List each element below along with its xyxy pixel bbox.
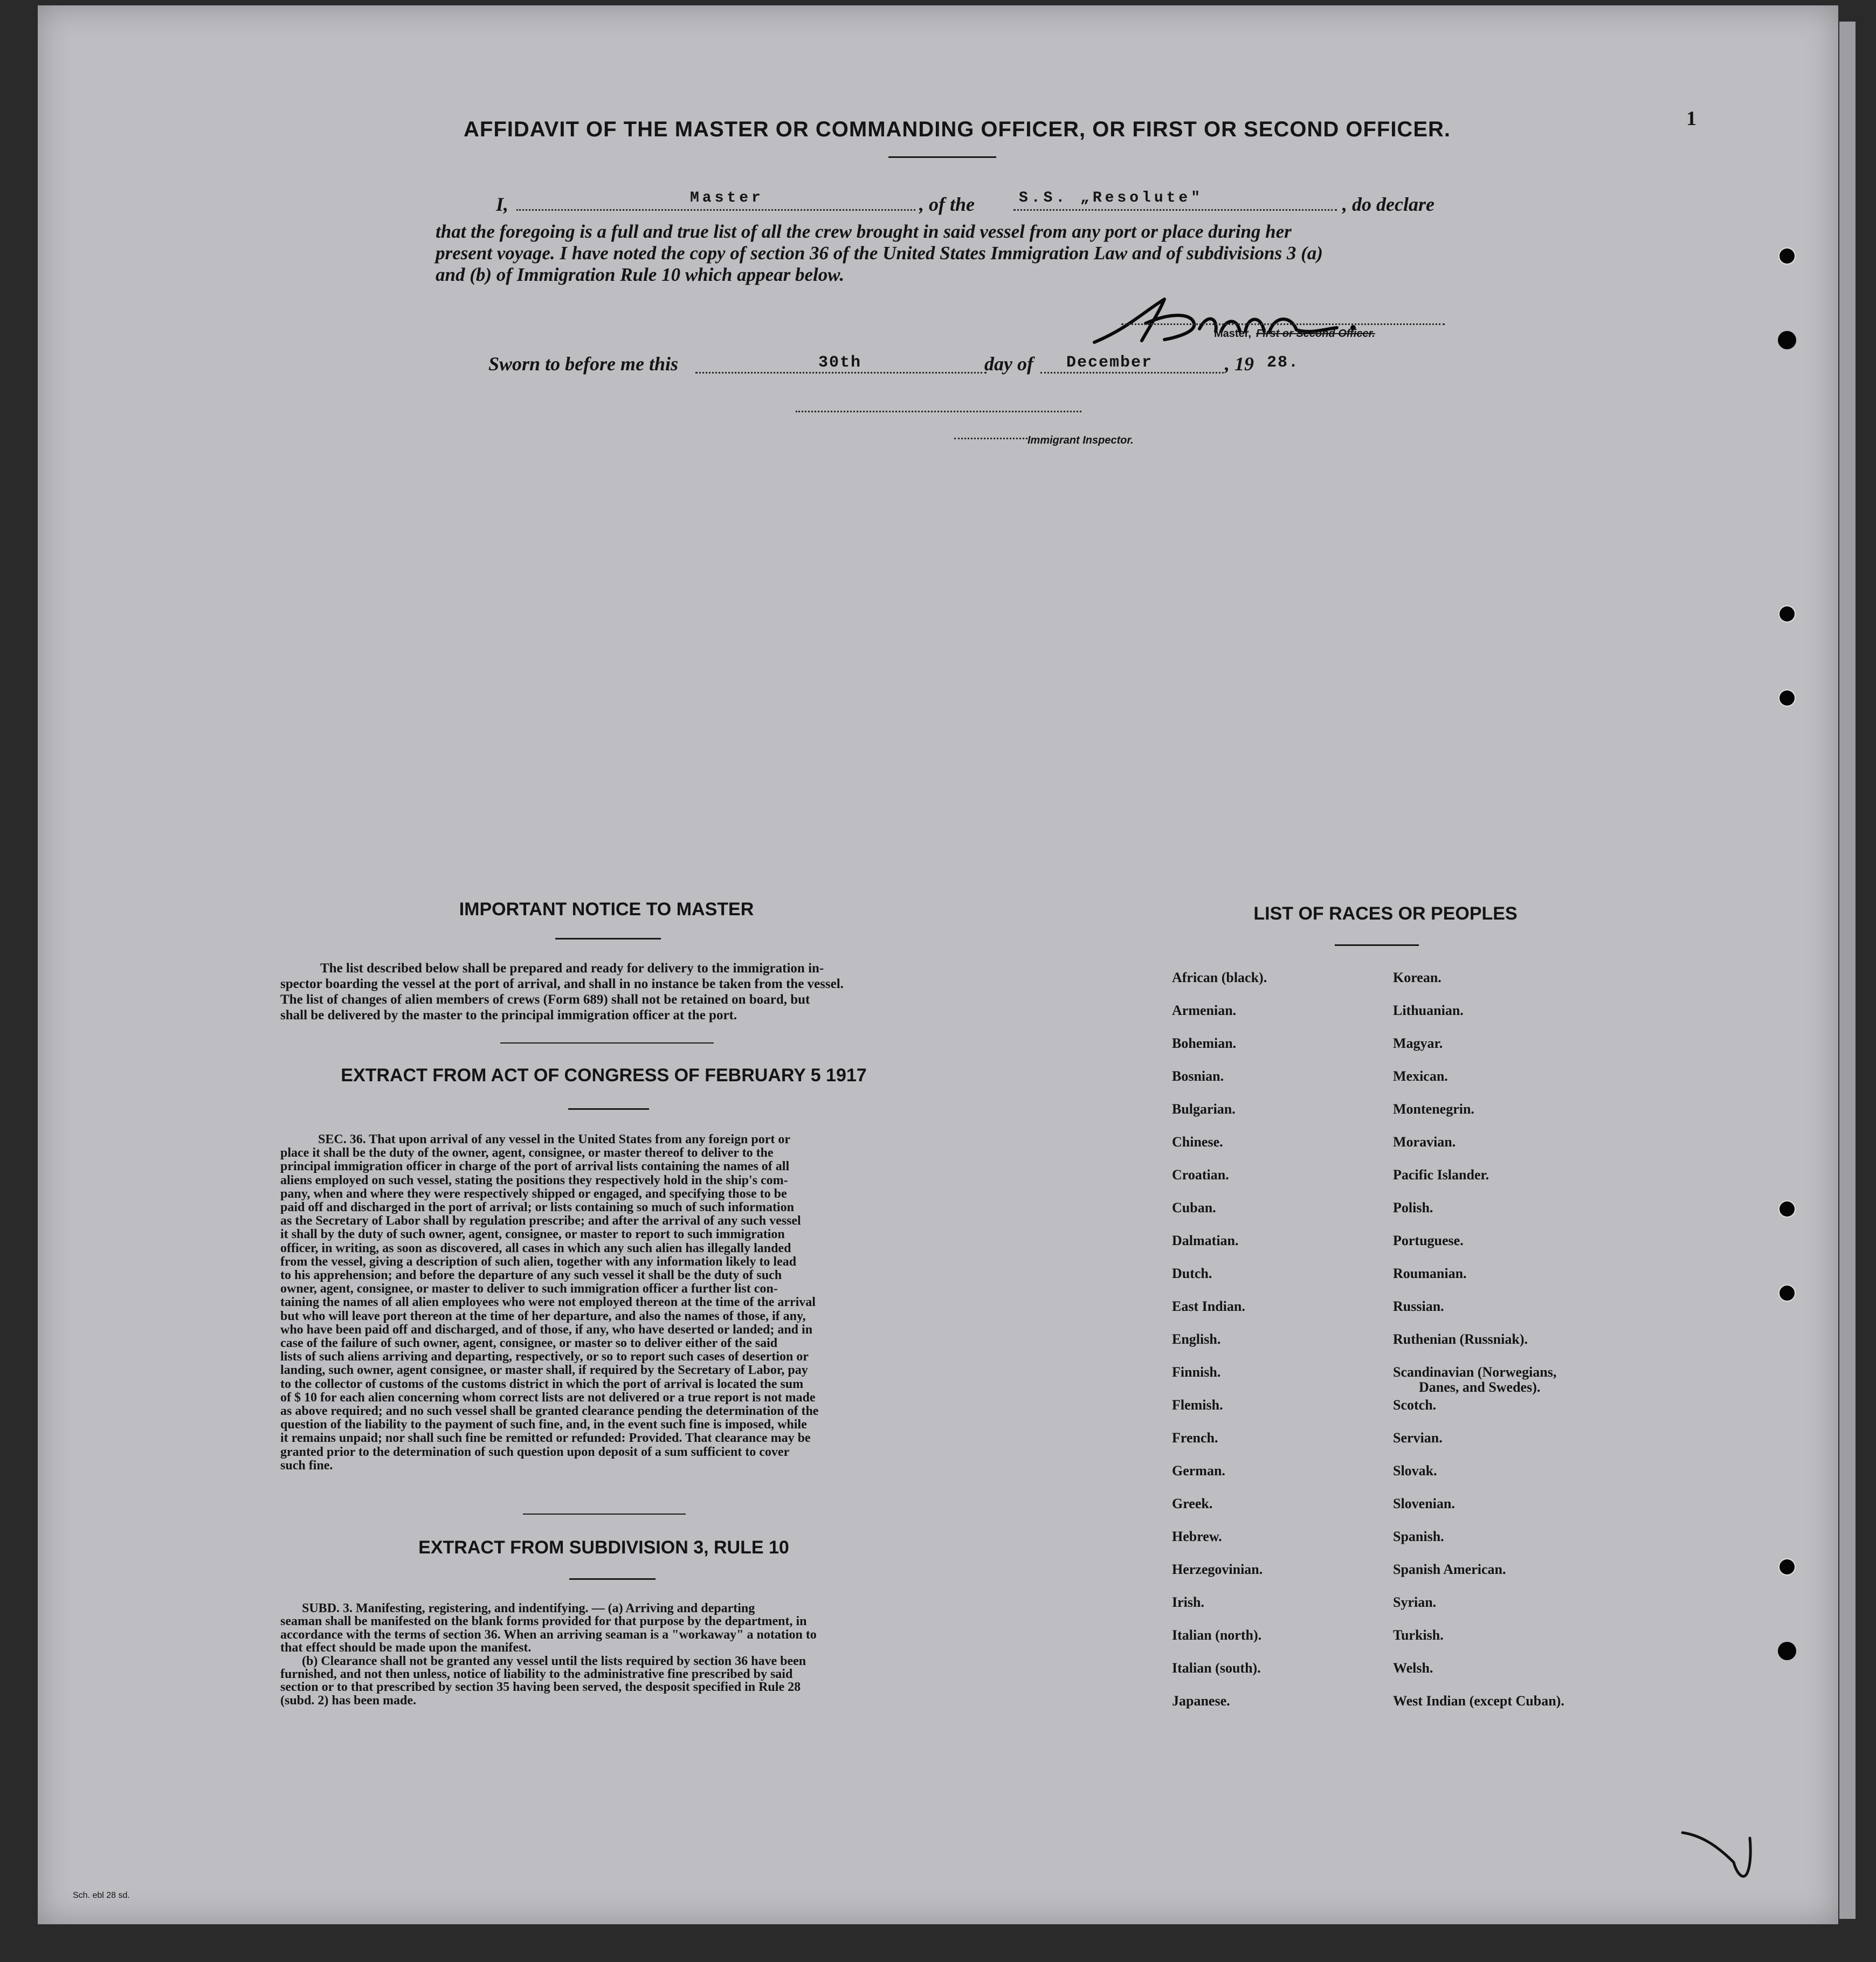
act-line: of $ 10 for each alien concerning whom correct lists are not delivered or a true report is not made bbox=[280, 1390, 816, 1405]
act-line: it shall by the duty of such owner, agent, consignee, or master to report to such immigration bbox=[280, 1227, 785, 1242]
form-code: Sch. ebl 28 sd. bbox=[73, 1891, 130, 1900]
day-fill-line bbox=[695, 372, 987, 374]
race-item: Korean. bbox=[1393, 970, 1442, 985]
act-title-underline bbox=[568, 1108, 649, 1110]
race-item: English. bbox=[1172, 1331, 1221, 1347]
act-line: to his apprehension; and before the departure of any such vessel it shall be the duty of such bbox=[280, 1268, 782, 1283]
of-the-label: , of the bbox=[919, 194, 975, 215]
race-item: Scandinavian (Norwegians, Danes, and Swedes). bbox=[1393, 1364, 1557, 1395]
master-signature bbox=[1084, 291, 1396, 350]
month-value: December bbox=[1066, 354, 1153, 372]
race-item: East Indian. bbox=[1172, 1298, 1245, 1314]
notice-title: IMPORTANT NOTICE TO MASTER bbox=[459, 899, 754, 920]
race-item: Roumanian. bbox=[1393, 1266, 1467, 1281]
signature-line bbox=[1121, 323, 1445, 325]
act-line: to the collector of customs of the customs district in which the port of arrival is located the sum bbox=[280, 1377, 804, 1391]
act-line: case of the failure of such owner, agent, consignee, or master so to deliver either of the said bbox=[280, 1336, 778, 1351]
act-line: taining the names of all alien employees who were not employed thereon at the time of the arrival bbox=[280, 1295, 816, 1310]
binder-hole-icon bbox=[1778, 1200, 1796, 1218]
binder-hole-icon bbox=[1778, 1558, 1796, 1576]
race-item: Slovenian. bbox=[1393, 1496, 1455, 1511]
affidavit-line-2: that the foregoing is a full and true list of all the crew brought in said vessel from any port or place during her bbox=[436, 221, 1292, 242]
race-item: Montenegrin. bbox=[1393, 1101, 1474, 1117]
race-item: Mexican. bbox=[1393, 1068, 1448, 1084]
signature-caption-struck: First or Second Officer. bbox=[1256, 328, 1375, 340]
inspector-label: Immigrant Inspector. bbox=[1027, 434, 1134, 446]
rule-line: accordance with the terms of section 36. When an arriving seaman is a "workaway" a notation to bbox=[280, 1627, 817, 1642]
act-line: from the vessel, giving a description of such alien, together with any information likely to lead bbox=[280, 1254, 797, 1269]
race-item: Polish. bbox=[1393, 1200, 1433, 1215]
page-edge-shadow bbox=[1839, 22, 1856, 1919]
race-item: Bosnian. bbox=[1172, 1068, 1224, 1084]
act-line: as the Secretary of Labor shall by regulation prescribe; and after the arrival of any such vessel bbox=[280, 1214, 801, 1228]
vessel-name-value: S.S. „Resolute" bbox=[1019, 190, 1204, 206]
affidavit-i-label: I, bbox=[496, 194, 509, 215]
binder-hole-icon bbox=[1778, 689, 1796, 707]
master-name-value: Master bbox=[690, 190, 764, 206]
race-item: Bohemian. bbox=[1172, 1035, 1237, 1051]
day-value: 30th bbox=[818, 354, 862, 372]
act-divider bbox=[523, 1514, 686, 1515]
race-item: Flemish. bbox=[1172, 1397, 1223, 1413]
rule-line: that effect should be made upon the manifest. bbox=[280, 1641, 532, 1655]
race-item: Dalmatian. bbox=[1172, 1233, 1239, 1248]
signature-caption-master: Master, bbox=[1214, 328, 1251, 340]
race-item: Turkish. bbox=[1393, 1627, 1444, 1643]
races-right-column bbox=[1393, 970, 1641, 1726]
race-item: Syrian. bbox=[1393, 1594, 1437, 1610]
check-mark-icon bbox=[1680, 1822, 1777, 1887]
race-item: Dutch. bbox=[1172, 1266, 1212, 1281]
act-line: but who will leave port thereon at the time of her departure, and also the names of those, if any, bbox=[280, 1309, 806, 1323]
race-item: Italian (south). bbox=[1172, 1660, 1261, 1676]
race-item: West Indian (except Cuban). bbox=[1393, 1693, 1564, 1709]
act-line: lists of such aliens arriving and departing, respectively, or so to report such cases of desertion or bbox=[280, 1350, 809, 1364]
race-item: Spanish. bbox=[1393, 1529, 1444, 1544]
notice-text bbox=[280, 961, 949, 1023]
race-item: Servian. bbox=[1393, 1430, 1443, 1446]
act-line: who have been paid off and discharged, and of those, if any, who have deserted or landed; and in bbox=[280, 1322, 813, 1337]
race-item: Russian. bbox=[1393, 1298, 1444, 1314]
act-line: principal immigration officer in charge of the port of arrival lists containing the names of all bbox=[280, 1159, 790, 1174]
binder-hole-icon bbox=[1778, 1284, 1796, 1302]
race-item: German. bbox=[1172, 1463, 1225, 1479]
act-line: paid off and discharged in the port of arrival; or lists containing so much of such information bbox=[280, 1200, 794, 1215]
year-prefix: , 19 bbox=[1225, 353, 1254, 375]
name-fill-line bbox=[516, 209, 915, 211]
vessel-fill-line bbox=[1013, 209, 1337, 211]
act-line: it remains unpaid; nor shall such fine be remitted or refunded: Provided. That clearance may be bbox=[280, 1431, 811, 1446]
rule-title-underline bbox=[569, 1578, 656, 1580]
act-line: owner, agent, consignee, or master to deliver to such immigration officer a further list con- bbox=[280, 1282, 778, 1296]
act-line: landing, such owner, agent consignee, or master shall, if required by the Secretary of Labor, pay bbox=[280, 1363, 808, 1378]
rule-extract-text bbox=[280, 1602, 922, 1707]
rule-line: SUBD. 3. Manifesting, registering, and indentifying. — (a) Arriving and departing bbox=[302, 1601, 755, 1615]
race-item: Japanese. bbox=[1172, 1693, 1230, 1709]
race-item: Armenian. bbox=[1172, 1003, 1237, 1018]
rule-extract-title: EXTRACT FROM SUBDIVISION 3, RULE 10 bbox=[418, 1537, 789, 1558]
race-item: Irish. bbox=[1172, 1594, 1204, 1610]
race-item: Greek. bbox=[1172, 1496, 1213, 1511]
rule-line: section or to that prescribed by section 35 having been served, the desposit specified in Rule 28 bbox=[280, 1680, 801, 1695]
race-item: Italian (north). bbox=[1172, 1627, 1262, 1643]
act-line: as above required; and no such vessel shall be granted clearance pending the determination of the bbox=[280, 1404, 819, 1419]
binder-hole-icon bbox=[1778, 331, 1796, 349]
do-declare-label: , do declare bbox=[1342, 194, 1434, 215]
race-item: African (black). bbox=[1172, 970, 1267, 985]
act-extract-title: EXTRACT FROM ACT OF CONGRESS OF FEBRUARY 5 1917 bbox=[341, 1065, 867, 1086]
act-line: question of the liability to the payment of such fine, and, in the event such fine is imposed, while bbox=[280, 1418, 807, 1432]
race-item: French. bbox=[1172, 1430, 1218, 1446]
notice-line: shall be delivered by the master to the principal immigration officer at the port. bbox=[280, 1008, 737, 1023]
notice-line: The list described below shall be prepared and ready for delivery to the immigration in- bbox=[320, 961, 824, 976]
race-item: Herzegovinian. bbox=[1172, 1562, 1263, 1577]
binder-hole-icon bbox=[1778, 605, 1796, 623]
title-underline bbox=[888, 156, 996, 158]
races-title-underline bbox=[1335, 944, 1419, 946]
page-corner-mark: 1 bbox=[1686, 107, 1696, 130]
notice-title-underline bbox=[555, 938, 661, 939]
rule-line: seaman shall be manifested on the blank forms provided for that purpose by the department, in bbox=[280, 1614, 807, 1629]
day-of-label: day of bbox=[984, 353, 1033, 375]
binder-hole-icon bbox=[1778, 247, 1796, 265]
binder-hole-icon bbox=[1778, 1642, 1796, 1660]
act-line: granted prior to the determination of such question upon deposit of a sum sufficient to cover bbox=[280, 1445, 790, 1459]
race-item: Moravian. bbox=[1393, 1134, 1456, 1150]
race-item: Spanish American. bbox=[1393, 1562, 1506, 1577]
race-item: Scotch. bbox=[1393, 1397, 1437, 1413]
race-item: Chinese. bbox=[1172, 1134, 1223, 1150]
race-item: Lithuanian. bbox=[1393, 1003, 1464, 1018]
rule-line: furnished, and not then unless, notice of liability to the administrative fine prescribed by said bbox=[280, 1667, 793, 1682]
act-line: place it shall be the duty of the owner, agent, consignee, or master thereof to deliver to the bbox=[280, 1146, 774, 1160]
act-line: SEC. 36. That upon arrival of any vessel in the United States from any foreign port or bbox=[318, 1132, 791, 1146]
inspector-line-2 bbox=[954, 438, 1027, 439]
race-item: Pacific Islander. bbox=[1393, 1167, 1489, 1183]
race-item: Bulgarian. bbox=[1172, 1101, 1236, 1117]
notice-divider bbox=[500, 1042, 714, 1044]
notice-line: The list of changes of alien members of crews (Form 689) shall not be retained on board, but bbox=[280, 992, 810, 1007]
act-line: pany, when and where they were respectively shipped or engaged, and specifying those to be bbox=[280, 1186, 787, 1201]
affidavit-title: AFFIDAVIT OF THE MASTER OR COMMANDING OFFICER, OR FIRST OR SECOND OFFICER. bbox=[464, 118, 1451, 141]
year-value: 28. bbox=[1267, 354, 1300, 372]
rule-line: (subd. 2) has been made. bbox=[280, 1693, 417, 1708]
race-item: Magyar. bbox=[1393, 1035, 1443, 1051]
race-item: Hebrew. bbox=[1172, 1529, 1222, 1544]
races-title: LIST OF RACES OR PEOPLES bbox=[1253, 903, 1518, 924]
act-extract-text bbox=[280, 1133, 927, 1473]
month-fill-line bbox=[1040, 372, 1224, 374]
rule-line: (b) Clearance shall not be granted any vessel until the lists required by section 36 have been bbox=[302, 1654, 806, 1668]
notice-line: spector boarding the vessel at the port of arrival, and shall in no instance be taken from the vessel. bbox=[280, 977, 844, 991]
race-item: Ruthenian (Russniak). bbox=[1393, 1331, 1528, 1347]
affidavit-line-3: present voyage. I have noted the copy of section 36 of the United States Immigration Law and of subdivisions 3 (a) bbox=[436, 243, 1323, 264]
race-item: Portuguese. bbox=[1393, 1233, 1464, 1248]
race-item: Welsh. bbox=[1393, 1660, 1433, 1676]
act-line: such fine. bbox=[280, 1458, 333, 1473]
inspector-line-1 bbox=[796, 411, 1081, 412]
race-item: Finnish. bbox=[1172, 1364, 1221, 1380]
act-line: aliens employed on such vessel, stating the positions they respectively hold in the ship's com- bbox=[280, 1173, 788, 1187]
race-item: Cuban. bbox=[1172, 1200, 1216, 1215]
affidavit-line-4: and (b) of Immigration Rule 10 which appear below. bbox=[436, 264, 845, 285]
races-left-column bbox=[1172, 970, 1366, 1726]
race-item: Slovak. bbox=[1393, 1463, 1437, 1479]
act-line: officer, in writing, as soon as discovered, all cases in which any such alien has illegally landed bbox=[280, 1241, 791, 1255]
sworn-label: Sworn to before me this bbox=[488, 353, 679, 375]
race-item: Croatian. bbox=[1172, 1167, 1229, 1183]
